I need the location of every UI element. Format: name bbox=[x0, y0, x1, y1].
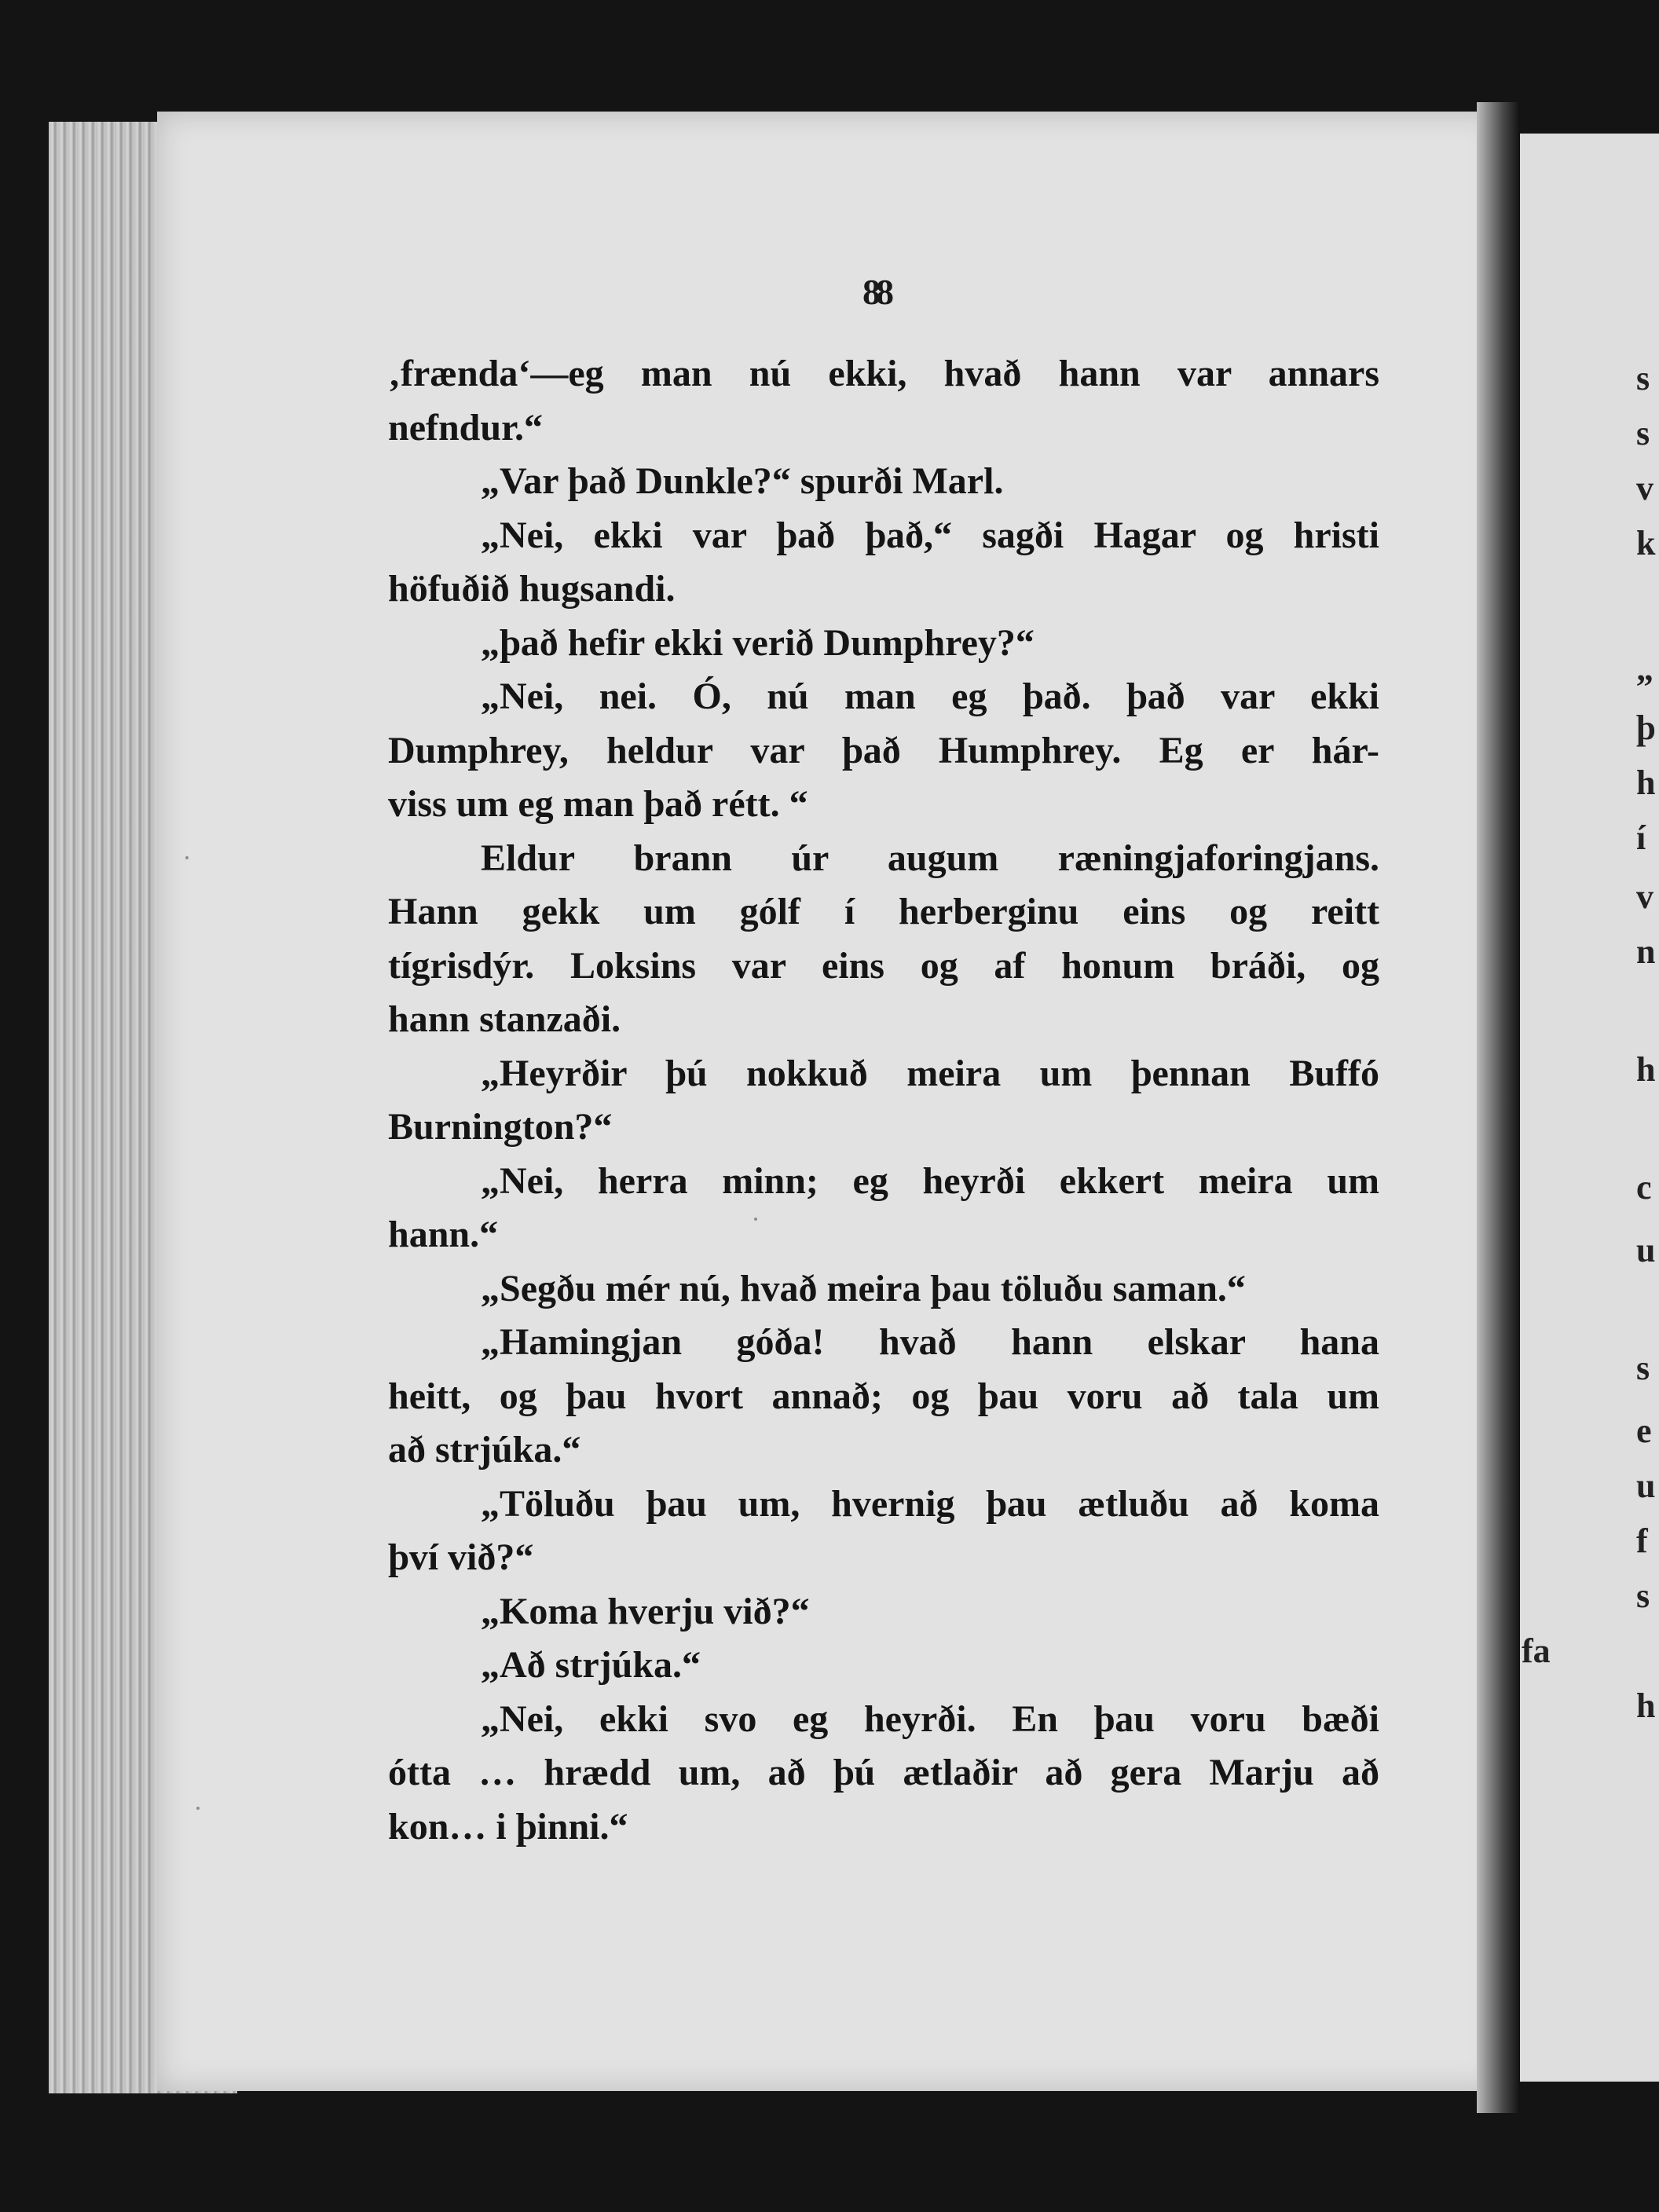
text-line: viss um eg man það rétt. “ bbox=[388, 783, 808, 825]
text-line: „Nei, herra minn; eg heyrði ekkert meira um bbox=[481, 1159, 1379, 1202]
text-line: ótta … hrædd um, að þú ætlaðir að gera Marju að bbox=[388, 1752, 1379, 1793]
facing-page-letter: v bbox=[1636, 877, 1654, 916]
facing-page-letter: h bbox=[1636, 1050, 1656, 1089]
text-line: „Heyrðir þú nokkuð meira um þennan Buffó bbox=[481, 1052, 1379, 1094]
text-line: að strjúka.“ bbox=[388, 1429, 581, 1470]
text-line: „Koma hverju við?“ bbox=[481, 1590, 810, 1632]
text-line: tígrisdýr. Loksins var eins og af honum bráði, og bbox=[388, 944, 1379, 987]
text-line: nefndur.“ bbox=[388, 406, 543, 449]
text-line: „Var það Dunkle?“ spurði Marl. bbox=[481, 460, 1004, 502]
book-gutter bbox=[1477, 102, 1520, 2113]
text-line: „Nei, nei. Ó, nú man eg það. það var ekki bbox=[481, 676, 1379, 717]
text-line: „Töluðu þau um, hvernig þau ætluðu að koma bbox=[481, 1482, 1379, 1525]
facing-page-letter: k bbox=[1636, 524, 1656, 562]
text-line: „Segðu mér nú, hvað meira þau töluðu saman.“ bbox=[481, 1267, 1246, 1309]
facing-page-letter: f bbox=[1636, 1522, 1648, 1560]
text-line: heitt, og þau hvort annað; og þau voru að tala um bbox=[388, 1375, 1379, 1417]
dust-speck bbox=[185, 856, 189, 859]
facing-page-letter: fa bbox=[1522, 1632, 1551, 1670]
facing-page-letter: s bbox=[1636, 1349, 1650, 1387]
facing-page-letter: s bbox=[1636, 359, 1650, 397]
facing-page-letter: e bbox=[1636, 1412, 1652, 1450]
text-line: „Að strjúka.“ bbox=[481, 1644, 701, 1686]
facing-page-letter: u bbox=[1636, 1467, 1656, 1505]
text-line: „það hefir ekki verið Dumphrey?“ bbox=[481, 621, 1035, 664]
facing-page-letter: c bbox=[1636, 1168, 1652, 1207]
facing-page-letter: h bbox=[1636, 1686, 1656, 1725]
facing-page-letter: í bbox=[1636, 819, 1646, 857]
dust-speck bbox=[754, 1218, 757, 1221]
text-line: „Nei, ekki var það það,“ sagði Hagar og hristi bbox=[481, 514, 1379, 556]
facing-page-letter: u bbox=[1636, 1231, 1656, 1269]
text-line: því við?“ bbox=[388, 1536, 534, 1578]
text-line: kon… i þinni.“ bbox=[388, 1805, 628, 1848]
facing-page-letter: v bbox=[1636, 469, 1654, 507]
facing-page-letter: þ bbox=[1636, 709, 1656, 747]
text-line: „Nei, ekki svo eg heyrði. En þau voru bæði bbox=[481, 1697, 1379, 1740]
facing-page-letter: h bbox=[1636, 764, 1656, 802]
text-line: Dumphrey, heldur var það Humphrey. Eg er hár- bbox=[388, 729, 1379, 771]
text-line: hann stanzaði. bbox=[388, 998, 621, 1040]
text-line: hann.“ bbox=[388, 1214, 499, 1255]
text-line: ‚frænda‘—eg man nú ekki, hvað hann var annars bbox=[388, 353, 1379, 394]
facing-page-edge bbox=[1520, 134, 1659, 2082]
facing-page-letter: n bbox=[1636, 932, 1656, 971]
page-number: 88 bbox=[862, 272, 889, 312]
text-line: Burnington?“ bbox=[388, 1106, 613, 1148]
text-line: höfuðið hugsandi. bbox=[388, 568, 676, 610]
text-line: Eldur brann úr augum ræningjaforingjans. bbox=[481, 837, 1379, 879]
body-text bbox=[388, 347, 1379, 1854]
text-line: „Hamingjan góða! hvað hann elskar hana bbox=[481, 1321, 1379, 1363]
dust-speck bbox=[196, 1807, 200, 1810]
facing-page-letter: s bbox=[1636, 1577, 1650, 1615]
text-line: Hann gekk um gólf í herberginu eins og reitt bbox=[388, 891, 1379, 932]
facing-page-letter: s bbox=[1636, 414, 1650, 452]
facing-page-letter: „ bbox=[1636, 650, 1654, 688]
